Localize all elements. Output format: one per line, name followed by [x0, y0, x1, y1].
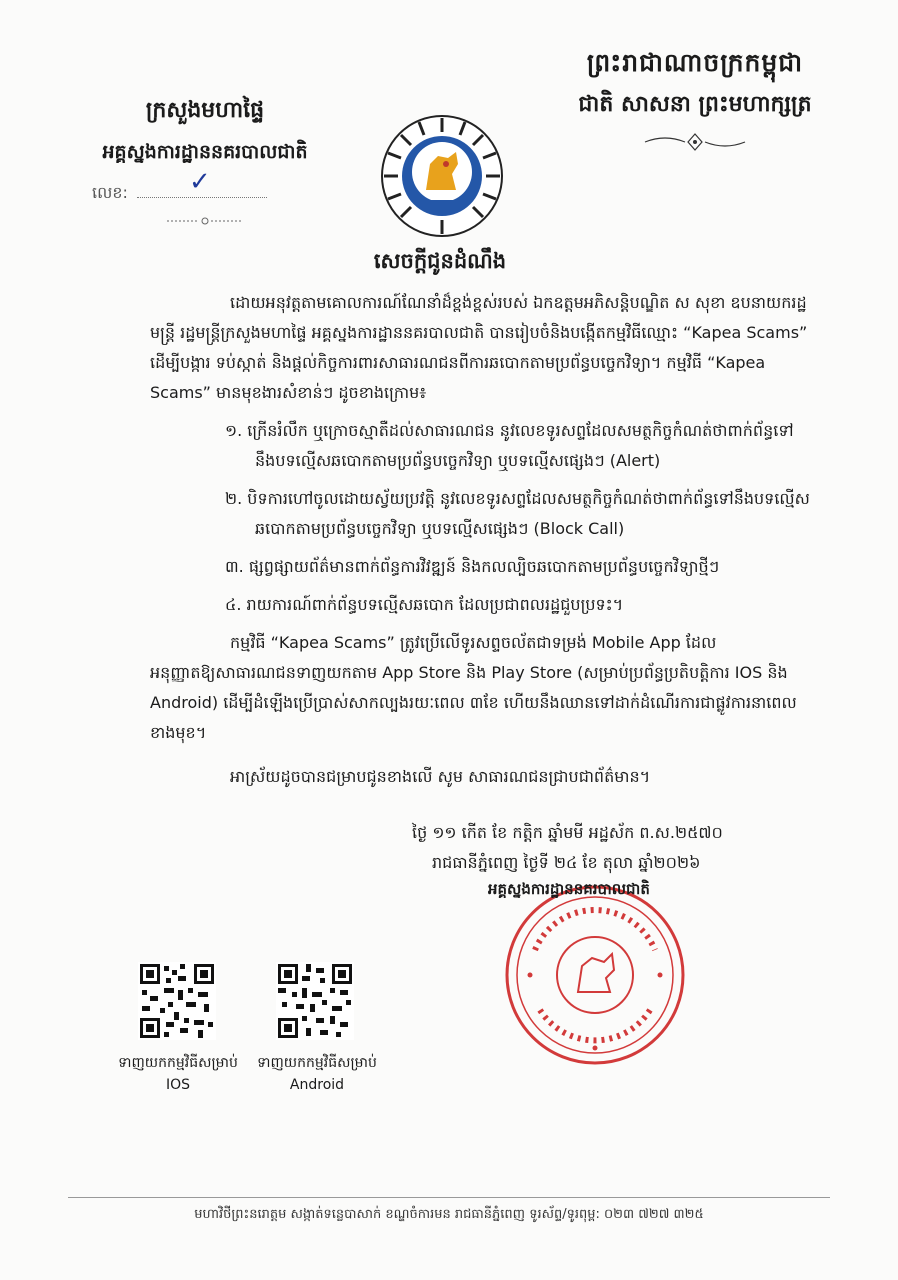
signature-organization: អគ្គស្នងការដ្ឋាននគរបាលជាតិ: [488, 880, 650, 898]
ios-download-caption: [103, 1052, 253, 1096]
national-motto: ជាតិ សាសនា ព្រះមហាក្សត្រ: [578, 92, 812, 117]
footer-divider: [68, 1197, 830, 1198]
platform-label: Android: [289, 1077, 345, 1093]
official-seal-stamp: [500, 880, 690, 1070]
number-blank: [137, 167, 267, 198]
android-qr-code[interactable]: [276, 962, 354, 1040]
list-item: ១. ក្រើនរំលឹក ឬក្រោចស្មាតឺដល់សាធារណជន នូវលេខទូរសព្ទដែលសមត្ថកិច្ចកំណត់ថាពាក់ព័ន្ធទៅនឹងបទល្មើសឆបោកតាមប្រព័ន្ធបច្ចេកវិទ្យា ឬបទល្មើសផ្សេងៗ (Alert): [225, 421, 794, 470]
kingdom-header: [550, 48, 840, 158]
download-label: ទាញយកកម្មវិធីសម្រាប់: [257, 1055, 377, 1071]
list-item: ៣. ផ្សព្វផ្សាយព័ត៌មានពាក់ព័ន្ធការវិវឌ្ឍន៍ និងកលល្បិចឆបោកតាមប្រព័ន្ធបច្ចេកវិទ្យាថ្មីៗ: [225, 557, 720, 576]
list-item: ២. បិទការហៅចូលដោយស្វ័យប្រវត្តិ នូវលេខទូរសព្ទដែលសមត្ថកិច្ចកំណត់ថាពាក់ព័ន្ធទៅនឹងបទល្មើសឆបោកតាមប្រព័ន្ធបច្ចេកវិទ្យា ឬបទល្មើសផ្សេងៗ (Block Call): [225, 489, 810, 538]
android-download-caption: [242, 1052, 392, 1096]
download-label: ទាញយកកម្មវិធីសម្រាប់: [118, 1055, 238, 1071]
platform-label: IOS: [165, 1077, 191, 1093]
intro-paragraph: ដោយអនុវត្តតាមគោលការណ៍ណែនាំដ៏ខ្ពង់ខ្ពស់របស់ ឯកឧត្តមអភិសន្តិបណ្ឌិត ស សុខា ឧបនាយករដ្ឋមន្ត្រី រដ្ឋមន្ត្រីក្រសួងមហាផ្ទៃ អគ្គស្នងការដ្ឋាននគរបាលជាតិ បានរៀបចំនិងបង្កើតកម្មវិធីឈ្មោះ “Kapea Scams” ដើម្បីបង្ការ ទប់ស្កាត់ និងផ្តល់កិច្ចការពារសាធារណជនពីការឆបោកតាមប្រព័ន្ធបច្ចេកវិទ្យា។ កម្មវិធី “Kapea Scams” មានមុខងារសំខាន់ៗ ដូចខាងក្រោម៖: [150, 293, 808, 402]
ios-qr-code[interactable]: [138, 962, 216, 1040]
department-name: អគ្គស្នងការដ្ឋាននគរបាលជាតិ: [102, 141, 308, 163]
ornament-divider: [550, 130, 840, 158]
police-emblem-logo: [378, 112, 506, 240]
list-item: ៤. រាយការណ៍ពាក់ព័ន្ធបទល្មើសឆបោក ដែលប្រជាពលរដ្ឋជួបប្រទះ។: [225, 595, 624, 614]
kingdom-title: ព្រះរាជាណាចក្រកម្ពុជា: [586, 48, 804, 77]
closing-paragraph: អាស្រ័យដូចបានជម្រាបជូនខាងលើ សូម សាធារណជនជ្រាបជាព័ត៌មាន។: [230, 767, 651, 786]
ornament-divider-small: [80, 212, 330, 231]
checkmark-icon: ✓: [188, 167, 211, 197]
number-label: លេខ:: [92, 183, 128, 202]
document-title: សេចក្តីជូនដំណឹង: [373, 249, 507, 273]
ministry-name: ក្រសួងមហាផ្ទៃ: [145, 98, 265, 123]
date-block: [410, 818, 830, 878]
letter-body: [150, 288, 820, 792]
lunar-date: ថ្ងៃ ១១ កើត ខែ កត្តិក ឆ្នាំមមី អដ្ឋស័ក ព.ស.២៥៧០: [412, 823, 723, 842]
ministry-header: [80, 96, 330, 231]
solar-date: រាជធានីភ្នំពេញ ថ្ងៃទី ២៤ ខែ តុលា ឆ្នាំ២០២៦: [432, 853, 701, 872]
app-description-paragraph: កម្មវិធី “Kapea Scams” ត្រូវប្រើលើទូរសព្ទចល័តជាទម្រង់ Mobile App ដែលអនុញ្ញាតឱ្យសាធារណជនទាញយកតាម App Store និង Play Store (សម្រាប់ប្រព័ន្ធប្រតិបត្តិការ IOS និង Android) ដើម្បីដំឡើងប្រើប្រាស់សាកល្បងរយៈពេល ៣ខែ ហើយនឹងឈានទៅដាក់ដំណើរការជាផ្លូវការនាពេលខាងមុខ។: [150, 633, 797, 742]
footer-address: មហាវិថីព្រះនរោត្តម សង្កាត់ទន្លេបាសាក់ ខណ្ឌចំការមន រាជធានីភ្នំពេញ ទូរស័ព្ទ/ទូរពុម្ព: ០២៣ ៧២៧ ៣២៥: [194, 1207, 704, 1222]
reference-number: [80, 167, 330, 206]
